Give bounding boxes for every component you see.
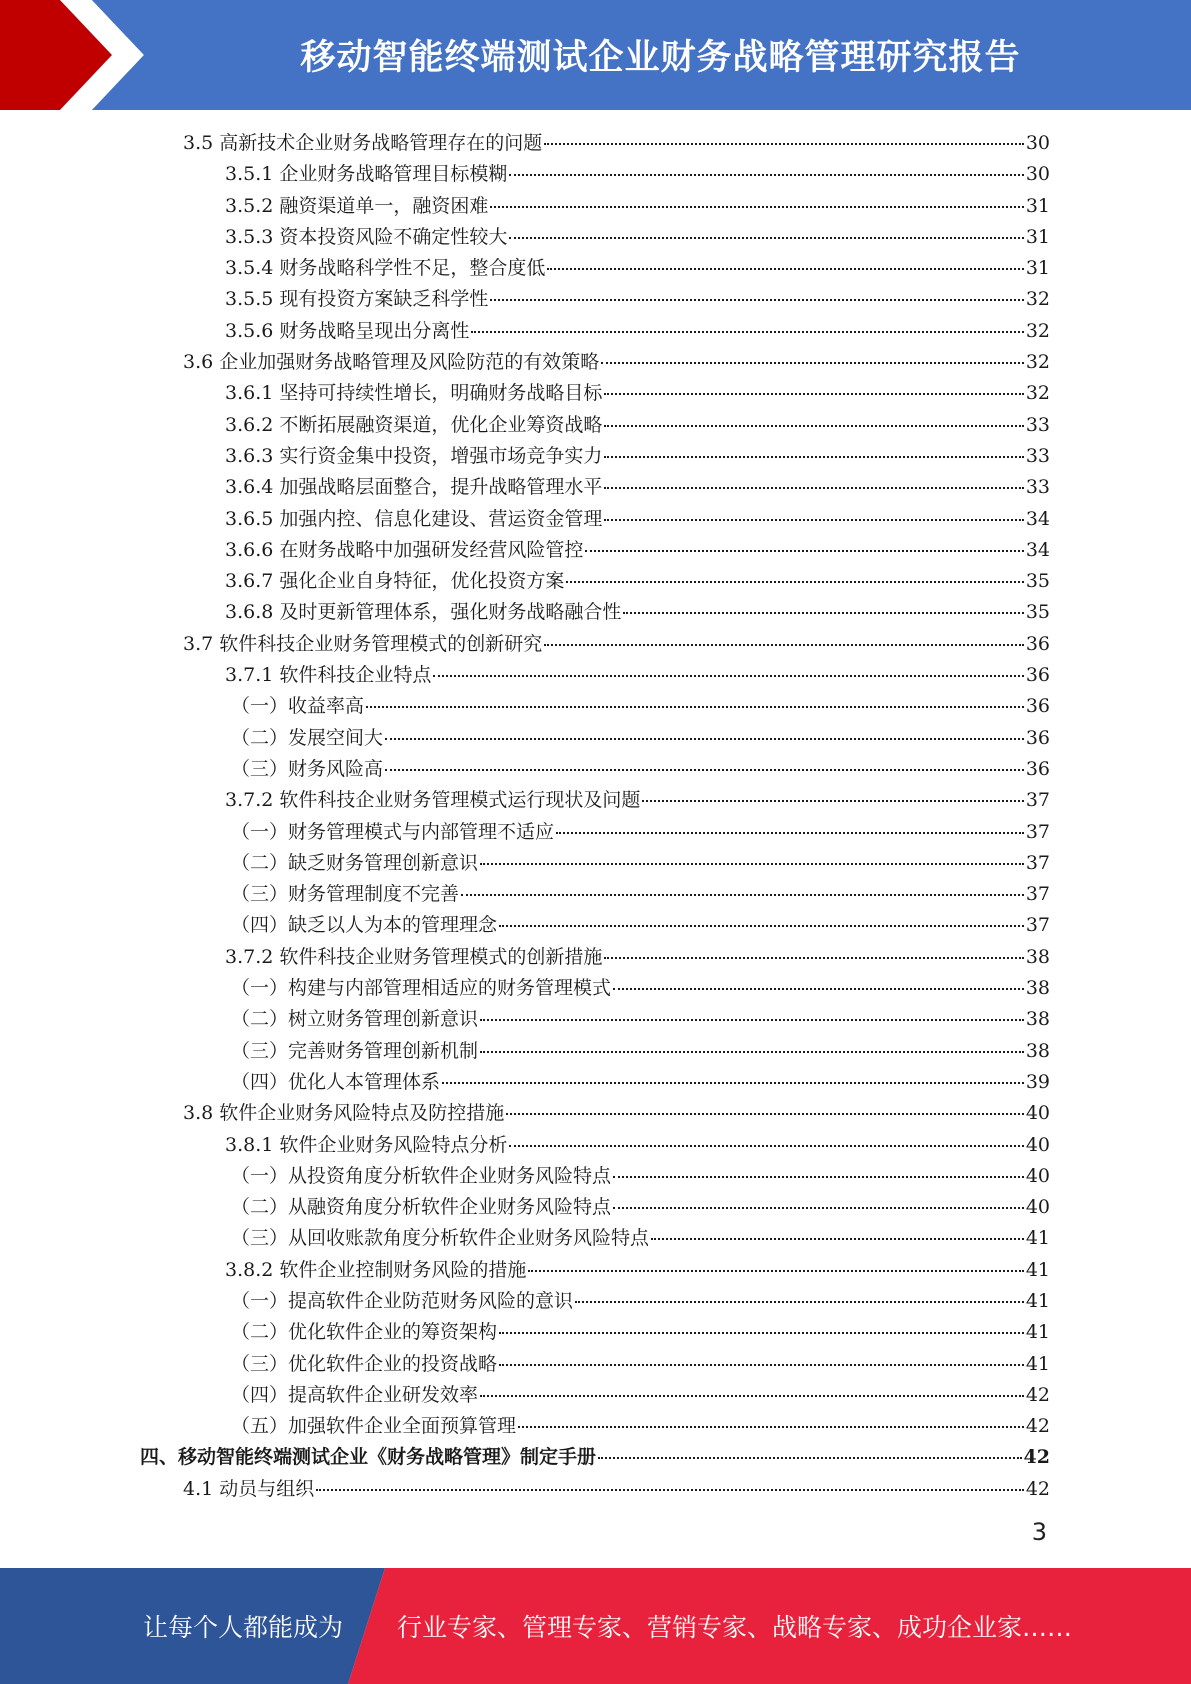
toc-entry[interactable]: [140, 1223, 1050, 1254]
toc-dot-leader: [490, 298, 1023, 301]
table-of-contents: [140, 128, 1050, 1505]
toc-entry-page: 30: [1025, 163, 1050, 186]
toc-entry-title: （一）构建与内部管理相适应的财务管理模式: [231, 977, 612, 1000]
toc-dot-leader: [316, 1488, 1024, 1491]
toc-entry-number: 3.7: [183, 632, 214, 655]
toc-entry-number: 3.6.2: [225, 413, 274, 436]
toc-entry-title: 高新技术企业财务战略管理存在的问题: [219, 132, 543, 154]
toc-entry-number: 3.5: [183, 132, 214, 154]
toc-entry[interactable]: [140, 723, 1050, 754]
toc-entry-page: 41: [1025, 1227, 1050, 1250]
toc-entry[interactable]: [140, 691, 1050, 722]
toc-entry-title: （二）优化软件企业的筹资架构: [231, 1321, 498, 1344]
toc-dot-leader: [490, 205, 1023, 208]
toc-entry-number: 3.6.6: [225, 538, 274, 561]
toc-entry[interactable]: [140, 316, 1050, 347]
toc-entry[interactable]: [140, 253, 1050, 284]
toc-entry[interactable]: [140, 629, 1050, 660]
toc-dot-leader: [385, 737, 1024, 740]
toc-entry[interactable]: [140, 597, 1050, 628]
toc-entry-page: 39: [1025, 1070, 1050, 1093]
toc-entry-page: 40: [1025, 1102, 1050, 1125]
toc-dot-leader: [556, 831, 1024, 834]
toc-entry-title: 软件科技企业特点: [279, 664, 432, 687]
toc-entry-page: 42: [1025, 1477, 1050, 1500]
toc-entry[interactable]: [140, 1317, 1050, 1348]
toc-entry[interactable]: [140, 1192, 1050, 1223]
toc-entry-number: 3.6.1: [225, 382, 274, 405]
toc-entry-number: 3.8.1: [225, 1133, 274, 1156]
toc-dot-leader: [623, 611, 1023, 614]
toc-entry-page: 37: [1025, 883, 1050, 906]
toc-dot-leader: [604, 392, 1023, 395]
toc-entry-title: 企业加强财务战略管理及风险防范的有效策略: [219, 351, 600, 374]
toc-dot-leader: [499, 1363, 1024, 1366]
toc-dot-leader: [506, 1112, 1024, 1115]
toc-entry-number: 3.5.3: [225, 225, 274, 248]
toc-entry-title: （一）财务管理模式与内部管理不适应: [231, 820, 555, 843]
toc-entry-page: 38: [1025, 977, 1050, 1000]
toc-entry-number: 4.1: [183, 1477, 214, 1500]
toc-entry-page: 32: [1025, 382, 1050, 405]
toc-entry-page: 42: [1025, 1415, 1050, 1438]
page-number: 3: [1031, 1518, 1047, 1546]
toc-entry-number: 3.5.6: [225, 319, 274, 342]
toc-entry[interactable]: [140, 660, 1050, 691]
toc-entry-page: 34: [1025, 507, 1050, 530]
toc-entry-number: 3.7.2: [225, 945, 274, 968]
toc-entry-page: 34: [1025, 538, 1050, 561]
toc-dot-leader: [509, 173, 1023, 176]
toc-entry-title: 资本投资风险不确定性较大: [279, 225, 508, 248]
toc-entry-title: 软件科技企业财务管理模式运行现状及问题: [279, 789, 641, 812]
toc-entry[interactable]: [140, 191, 1050, 222]
toc-entry[interactable]: [140, 785, 1050, 816]
toc-entry-page: 40: [1025, 1133, 1050, 1156]
toc-entry[interactable]: [140, 222, 1050, 253]
toc-entry-title: 财务战略呈现出分离性: [279, 319, 470, 342]
toc-dot-leader: [544, 142, 1024, 145]
toc-entry[interactable]: [140, 1474, 1050, 1505]
toc-entry-page: 32: [1025, 351, 1050, 374]
toc-entry-page: 31: [1025, 257, 1050, 280]
toc-entry-number: 3.8.2: [225, 1258, 274, 1281]
toc-entry-number: 3.6.3: [225, 444, 274, 467]
toc-entry-title: （二）发展空间大: [231, 726, 384, 749]
toc-entry-page: 37: [1025, 914, 1050, 937]
toc-dot-leader: [566, 580, 1023, 583]
toc-entry-title: 软件企业控制财务风险的措施: [279, 1258, 527, 1281]
header-arrow-decoration: [0, 0, 160, 110]
toc-entry[interactable]: [140, 1349, 1050, 1380]
toc-entry-number: 3.5.4: [225, 257, 274, 280]
toc-dot-leader: [604, 455, 1023, 458]
toc-entry-page: 41: [1025, 1258, 1050, 1281]
toc-dot-leader: [601, 361, 1024, 364]
toc-dot-leader: [480, 1050, 1024, 1053]
toc-entry-number: 3.6.5: [225, 507, 274, 530]
toc-entry[interactable]: [140, 1067, 1050, 1098]
toc-entry[interactable]: [140, 347, 1050, 378]
toc-entry-title: 坚持可持续性增长，明确财务战略目标: [279, 382, 603, 405]
toc-entry[interactable]: [140, 1004, 1050, 1035]
toc-entry-page: 36: [1025, 695, 1050, 718]
toc-entry[interactable]: [140, 378, 1050, 409]
toc-entry-number: 3.5.5: [225, 288, 274, 311]
toc-entry-page: 32: [1025, 319, 1050, 342]
toc-entry[interactable]: [140, 159, 1050, 190]
toc-dot-leader: [518, 1425, 1024, 1428]
toc-entry-page: 42: [1023, 1446, 1050, 1469]
toc-entry[interactable]: [140, 566, 1050, 597]
toc-entry-page: 40: [1025, 1196, 1050, 1219]
toc-entry-page: 36: [1025, 664, 1050, 687]
toc-entry[interactable]: [140, 942, 1050, 973]
toc-dot-leader: [433, 674, 1023, 677]
toc-entry-title: 加强内控、信息化建设、营运资金管理: [279, 507, 603, 530]
toc-dot-leader: [651, 1237, 1024, 1240]
toc-entry-number: 3.8: [183, 1102, 214, 1125]
toc-entry-title: （二）缺乏财务管理创新意识: [231, 851, 479, 874]
toc-entry-page: 35: [1025, 570, 1050, 593]
footer-roles: 行业专家、管理专家、营销专家、战略专家、成功企业家……: [397, 1613, 1073, 1642]
toc-entry-page: 31: [1025, 225, 1050, 248]
toc-entry[interactable]: [140, 441, 1050, 472]
toc-entry-title: 强化企业自身特征，优化投资方案: [279, 570, 565, 593]
toc-entry-title: （四）缺乏以人为本的管理理念: [231, 914, 498, 937]
page-header: [0, 0, 1191, 110]
toc-entry-page: 38: [1025, 1008, 1050, 1031]
toc-entry[interactable]: [140, 1130, 1050, 1161]
toc-entry-title: 融资渠道单一，融资困难: [279, 194, 489, 217]
toc-entry-page: 32: [1025, 288, 1050, 311]
toc-dot-leader: [642, 799, 1023, 802]
toc-entry[interactable]: [140, 879, 1050, 910]
toc-entry-page: 40: [1025, 1164, 1050, 1187]
toc-entry-page: 30: [1025, 132, 1050, 154]
toc-entry[interactable]: [140, 504, 1050, 535]
toc-entry[interactable]: [140, 910, 1050, 941]
toc-entry-title: （三）财务管理制度不完善: [231, 883, 460, 906]
toc-entry-page: 42: [1025, 1383, 1050, 1406]
toc-dot-leader: [480, 862, 1024, 865]
toc-entry-number: 3.5.2: [225, 194, 274, 217]
toc-entry-title: （三）财务风险高: [231, 757, 384, 780]
toc-entry-title: （三）从回收账款角度分析软件企业财务风险特点: [231, 1227, 650, 1250]
toc-entry-page: 37: [1025, 851, 1050, 874]
toc-entry-title: 软件科技企业财务管理模式的创新措施: [279, 945, 603, 968]
toc-entry[interactable]: [140, 848, 1050, 879]
toc-dot-leader: [528, 1269, 1023, 1272]
toc-dot-leader: [613, 1206, 1024, 1209]
toc-dot-leader: [613, 1175, 1024, 1178]
toc-entry-page: 41: [1025, 1321, 1050, 1344]
toc-entry-number: 3.5.1: [225, 163, 274, 186]
toc-entry-title: （四）优化人本管理体系: [231, 1070, 441, 1093]
toc-dot-leader: [480, 1018, 1024, 1021]
toc-entry-number: 3.6.8: [225, 601, 274, 624]
toc-entry-title: 软件企业财务风险特点及防控措施: [219, 1102, 505, 1125]
toc-entry-page: 38: [1025, 945, 1050, 968]
toc-entry-page: 37: [1025, 820, 1050, 843]
toc-dot-leader: [547, 267, 1023, 270]
toc-entry[interactable]: [140, 128, 1050, 159]
toc-entry[interactable]: [140, 754, 1050, 785]
toc-entry-title: 在财务战略中加强研发经营风险管控: [279, 538, 584, 561]
toc-entry-page: 38: [1025, 1039, 1050, 1062]
toc-entry-page: 41: [1025, 1352, 1050, 1375]
toc-entry[interactable]: [140, 472, 1050, 503]
toc-dot-leader: [604, 486, 1023, 489]
toc-entry-title: 四、移动智能终端测试企业《财务战略管理》制定手册: [140, 1446, 597, 1469]
toc-entry-title: （一）从投资角度分析软件企业财务风险特点: [231, 1164, 612, 1187]
toc-entry-title: （二）从融资角度分析软件企业财务风险特点: [231, 1196, 612, 1219]
toc-entry[interactable]: [140, 1286, 1050, 1317]
toc-dot-leader: [604, 956, 1023, 959]
toc-dot-leader: [499, 1331, 1024, 1334]
toc-dot-leader: [366, 705, 1024, 708]
toc-entry-title: 动员与组织: [219, 1477, 315, 1500]
toc-entry-page: 41: [1025, 1289, 1050, 1312]
toc-entry-number: 3.7.1: [225, 664, 274, 687]
toc-entry-title: 企业财务战略管理目标模糊: [279, 163, 508, 186]
toc-entry-title: （三）完善财务管理创新机制: [231, 1039, 479, 1062]
toc-dot-leader: [604, 518, 1023, 521]
toc-dot-leader: [544, 643, 1024, 646]
toc-entry-title: 不断拓展融资渠道，优化企业筹资战略: [279, 413, 603, 436]
toc-entry-page: 37: [1025, 789, 1050, 812]
toc-entry-page: 35: [1025, 601, 1050, 624]
toc-entry-page: 33: [1025, 476, 1050, 499]
toc-entry-title: 软件科技企业财务管理模式的创新研究: [219, 632, 543, 655]
toc-entry-title: （一）提高软件企业防范财务风险的意识: [231, 1289, 574, 1312]
toc-entry-title: 及时更新管理体系，强化财务战略融合性: [279, 601, 622, 624]
toc-entry-title: 财务战略科学性不足，整合度低: [279, 257, 546, 280]
toc-entry-title: （一）收益率高: [231, 695, 365, 718]
toc-entry-title: （三）优化软件企业的投资战略: [231, 1352, 498, 1375]
toc-entry-title: （五）加强软件企业全面预算管理: [231, 1415, 517, 1438]
toc-entry-number: 3.6: [183, 351, 214, 374]
toc-entry[interactable]: [140, 1380, 1050, 1411]
toc-dot-leader: [509, 1144, 1023, 1147]
toc-entry-page: 36: [1025, 757, 1050, 780]
toc-entry-title: 加强战略层面整合，提升战略管理水平: [279, 476, 603, 499]
toc-entry[interactable]: [140, 1411, 1050, 1442]
footer-slogan: 让每个人都能成为: [143, 1613, 344, 1642]
toc-entry[interactable]: [140, 1255, 1050, 1286]
toc-entry[interactable]: [140, 535, 1050, 566]
toc-entry-page: 33: [1025, 413, 1050, 436]
toc-entry-page: 36: [1025, 726, 1050, 749]
toc-dot-leader: [585, 549, 1023, 552]
toc-entry[interactable]: [140, 973, 1050, 1004]
toc-entry-page: 33: [1025, 444, 1050, 467]
toc-entry[interactable]: [140, 1442, 1050, 1473]
toc-dot-leader: [509, 236, 1023, 239]
toc-entry-title: 软件企业财务风险特点分析: [279, 1133, 508, 1156]
toc-dot-leader: [499, 924, 1024, 927]
toc-entry-page: 31: [1025, 194, 1050, 217]
toc-dot-leader: [613, 987, 1024, 990]
toc-entry[interactable]: [140, 1036, 1050, 1067]
toc-entry[interactable]: [140, 1161, 1050, 1192]
toc-dot-leader: [385, 768, 1024, 771]
toc-entry-number: 3.7.2: [225, 789, 274, 812]
toc-entry[interactable]: [140, 284, 1050, 315]
page-footer: [0, 1568, 1191, 1684]
toc-entry-number: 3.6.4: [225, 476, 274, 499]
toc-entry-number: 3.6.7: [225, 570, 274, 593]
toc-dot-leader: [598, 1456, 1022, 1459]
toc-entry-title: （四）提高软件企业研发效率: [231, 1383, 479, 1406]
toc-entry[interactable]: [140, 1098, 1050, 1129]
toc-dot-leader: [442, 1081, 1024, 1084]
toc-dot-leader: [575, 1300, 1024, 1303]
toc-dot-leader: [604, 424, 1023, 427]
toc-dot-leader: [480, 1394, 1024, 1397]
toc-entry-title: 现有投资方案缺乏科学性: [279, 288, 489, 311]
toc-entry[interactable]: [140, 817, 1050, 848]
toc-dot-leader: [471, 330, 1023, 333]
toc-entry-title: 实行资金集中投资，增强市场竞争实力: [279, 444, 603, 467]
toc-entry-title: （二）树立财务管理创新意识: [231, 1008, 479, 1031]
toc-entry-page: 36: [1025, 632, 1050, 655]
toc-dot-leader: [461, 893, 1024, 896]
toc-entry[interactable]: [140, 410, 1050, 441]
report-title: 移动智能终端测试企业财务战略管理研究报告: [300, 38, 1021, 78]
